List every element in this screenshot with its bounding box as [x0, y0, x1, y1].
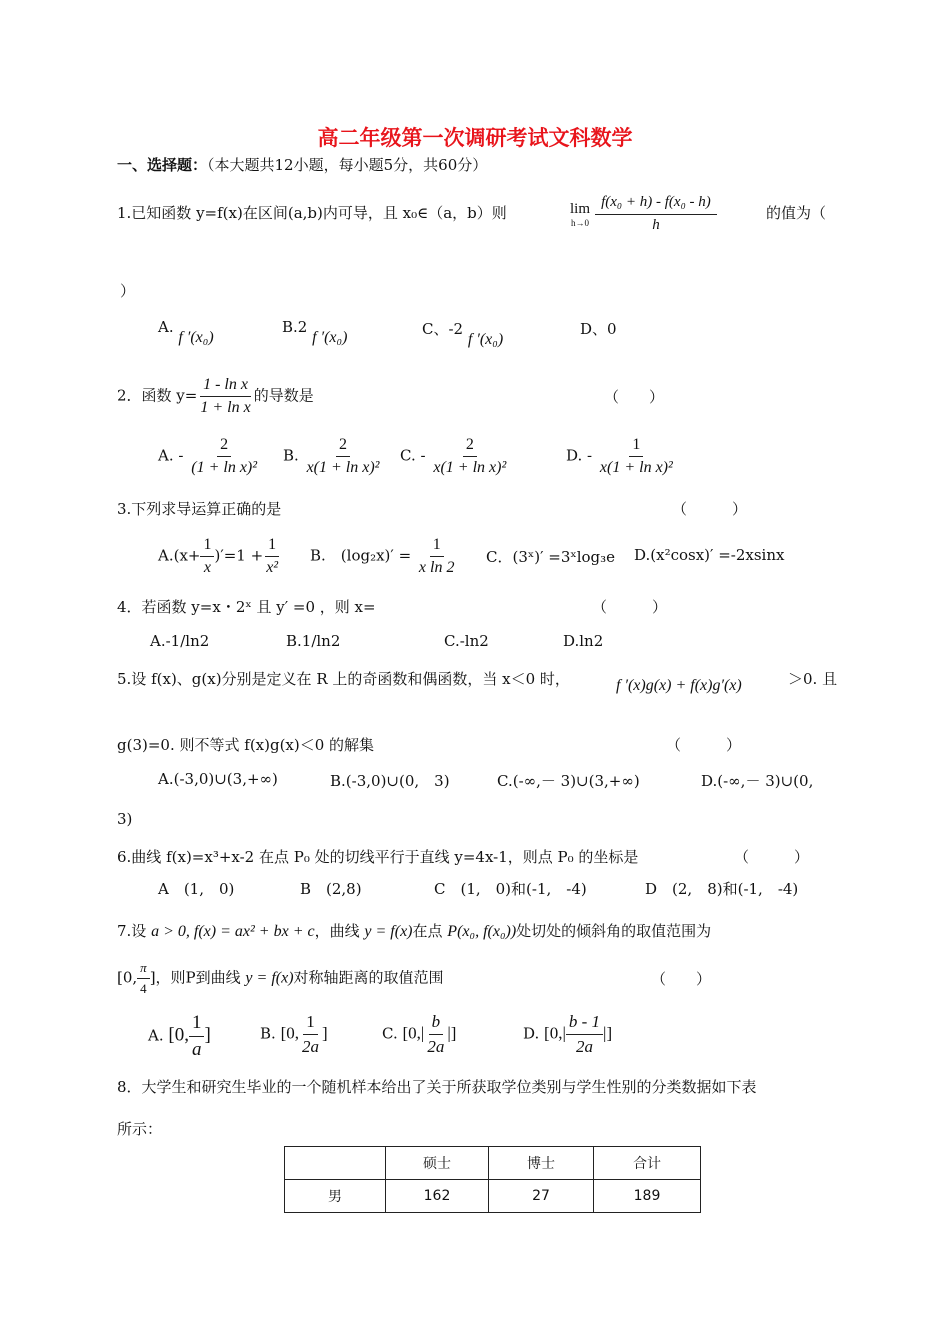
q5-paren: （ ） — [666, 736, 742, 754]
q2-fraction — [197, 376, 253, 417]
q1-close: ） — [120, 282, 136, 300]
q1-option-b — [282, 318, 348, 346]
q7-d-label: D. — [523, 1024, 540, 1043]
q5-tail: ＞0. 且 — [788, 670, 838, 688]
q7-curve: y = f(x) — [364, 923, 413, 940]
q3-option-c: C．(3ˣ)′ =3ˣlog₃e — [486, 548, 616, 566]
q4-paren: （ ） — [592, 598, 668, 616]
q5-option-d: D.(-∞,－ 3)∪(0, — [701, 772, 814, 790]
q7-c-den: 2a — [427, 1037, 445, 1056]
q2-num: 1 - ln x — [200, 376, 251, 397]
q2-d-den: x(1 + ln x)² — [599, 459, 673, 476]
q8-line2: 所示： — [117, 1120, 163, 1138]
q6-text: 6.曲线 f(x)=x³+x-2 在点 P₀ 处的切线平行于直线 y=4x-1，则点 P₀ 的坐标是 — [117, 848, 639, 866]
q4-option-a: A.-1/ln2 — [150, 632, 210, 650]
q1-b-label: B.2 — [282, 318, 308, 336]
q1-option-c — [422, 318, 504, 348]
q2-c-fraction — [430, 436, 509, 477]
q5-option-a: A.(-3,0)∪(3,+∞) — [158, 770, 278, 788]
q3-b-frac — [416, 536, 458, 577]
q1-a-math: f ′(x₀) — [178, 329, 214, 346]
page-title: 高二年级第一次调研考试文科数学 — [317, 126, 633, 150]
q1-numerator: f(x₀ + h) - f(x₀ - h) — [595, 194, 717, 215]
q2-d-fraction — [597, 436, 676, 477]
q3-a-num: 1 — [200, 536, 214, 557]
q7-range-frac — [137, 960, 150, 997]
q7-c-frac — [424, 1012, 447, 1057]
q7-range-den: 4 — [140, 981, 147, 996]
q7-pre: 7.设 — [117, 922, 147, 940]
q2-b-num: 2 — [336, 436, 350, 457]
q3-a-num2: 1 — [265, 536, 279, 557]
q5-line2: g(3)=0. 则不等式 f(x)g(x)＜0 的解集 — [117, 736, 375, 754]
q2-option-a — [158, 436, 260, 477]
q3-b-pre: B. (log₂x)′ = — [310, 546, 412, 565]
q1-denominator: h — [652, 217, 660, 233]
q2-a-num: 2 — [217, 436, 231, 457]
section-heading — [117, 154, 487, 175]
q6-paren: （ ） — [734, 848, 810, 866]
q6-option-a: A (1, 0) — [158, 880, 235, 898]
q7-a-den: a — [191, 1039, 202, 1060]
q2-a-sign: - — [178, 446, 184, 465]
q7-a-pre: [0, — [168, 1024, 189, 1046]
q2-c-den: x(1 + ln x)² — [433, 459, 507, 476]
q3-paren: （ ） — [672, 500, 748, 518]
q1-c-math: f ′(x₀) — [467, 331, 504, 348]
q1-option-d: D、0 — [580, 320, 617, 338]
q2-a-den: (1 + ln x)² — [191, 459, 258, 476]
q7-paren: （ ） — [651, 970, 712, 988]
q3-a-den: x — [203, 559, 212, 576]
q7-c-post: |] — [447, 1023, 457, 1043]
q3-a-frac1 — [200, 536, 214, 577]
q3-option-b — [310, 536, 457, 577]
table-header-cell: 博士 — [489, 1147, 594, 1180]
q1-fraction — [595, 194, 717, 234]
q6-option-d: D (2, 8)和(-1, -4) — [645, 880, 799, 898]
q3-b-den: x ln 2 — [418, 559, 455, 576]
q2-d-label: D. — [566, 446, 583, 465]
q7-range-pre: [0, — [117, 968, 138, 987]
q2-option-c — [400, 436, 509, 477]
q3-a-pre: A.(x+ — [158, 546, 201, 565]
q1-lim-sub: h→0 — [571, 217, 589, 228]
q2-c-num: 2 — [463, 436, 477, 457]
table-cell: 189 — [594, 1180, 701, 1213]
q2-b-den: x(1 + ln x)² — [306, 459, 380, 476]
table-cell: 男 — [285, 1180, 386, 1213]
q7-a-post: ] — [204, 1024, 211, 1046]
q2-d-num: 1 — [629, 436, 643, 457]
q7-d-post: |] — [603, 1023, 613, 1043]
q7-range-post: ]，则P到曲线 — [149, 968, 241, 987]
q5-option-d-cont: 3) — [117, 810, 133, 828]
q7-b-den: 2a — [302, 1037, 319, 1056]
q2-question — [117, 376, 314, 417]
table-header-cell: 合计 — [594, 1147, 701, 1180]
q1-c-label: C、-2 — [422, 320, 464, 338]
table-header-row — [285, 1147, 701, 1180]
q7-b-post: ] — [322, 1023, 328, 1043]
q4-option-b: B.1/ln2 — [286, 632, 341, 650]
q2-d-sign: - — [587, 446, 593, 465]
q2-tail: 的导数是 — [253, 386, 314, 405]
q3-text: 3.下列求导运算正确的是 — [117, 500, 282, 518]
q2-text: 2．函数 y= — [117, 386, 198, 405]
q7-option-d — [523, 1012, 612, 1057]
q2-option-d — [566, 436, 676, 477]
q2-option-b — [283, 436, 382, 477]
q7-c-label: C. — [382, 1024, 398, 1043]
q6-option-c: C (1, 0)和(-1, -4) — [434, 880, 587, 898]
q2-c-label: C. — [400, 446, 416, 465]
q2-paren: （ ） — [604, 388, 665, 406]
q4-option-d: D.ln2 — [563, 632, 604, 650]
q7-option-b — [260, 1012, 328, 1057]
q7-d-pre: [0,| — [544, 1023, 566, 1043]
q3-option-d: D.(x²cosx)′ =-2xsinx — [634, 546, 785, 564]
q1-a-label: A. — [158, 318, 174, 336]
q7-c-num: b — [429, 1012, 444, 1035]
q7-d-den: 2a — [575, 1037, 593, 1056]
q7-b-label: B. — [260, 1024, 276, 1043]
q7-d-frac — [566, 1012, 603, 1057]
table-header-cell: 硕士 — [386, 1147, 489, 1180]
q1-b-math: f ′(x₀) — [312, 329, 348, 346]
q2-b-label: B. — [283, 446, 299, 465]
q7-point: P(x₀, f(x₀)) — [447, 923, 517, 940]
q7-range-num: π — [137, 960, 150, 979]
q7-b-num: 1 — [303, 1012, 318, 1035]
q7-c-pre: [0,| — [402, 1023, 425, 1043]
q1-text: 1.已知函数 y=f(x)在区间(a,b)内可导，且 x₀∈（a，b）则 — [117, 204, 507, 222]
q7-mid: ，曲线 — [314, 922, 360, 940]
q7-a-label: A. — [148, 1026, 164, 1045]
table-cell: 162 — [386, 1180, 489, 1213]
q4-option-c: C.-ln2 — [444, 632, 489, 650]
degree-gender-table — [284, 1146, 701, 1213]
q3-a-den2: x² — [266, 559, 279, 576]
q7-condition: a > 0, f(x) = ax² + bx + c — [151, 923, 315, 940]
q7-option-c — [382, 1012, 456, 1057]
q7-tail2: 对称轴距离的取值范围 — [293, 968, 444, 987]
q5-text: 5.设 f(x)、g(x)分别是定义在 R 上的奇函数和偶函数，当 x＜0 时， — [117, 670, 570, 688]
q3-b-num: 1 — [430, 536, 444, 557]
section-note: （本大题共12小题，每小题5分，共60分） — [207, 156, 488, 174]
q7-at: 在点 — [412, 922, 443, 940]
q2-den: 1 + ln x — [200, 399, 251, 416]
q7-tail: 处切处的倾斜角的取值范围为 — [516, 922, 712, 940]
q7-line1 — [117, 920, 711, 941]
q7-curve2: y = f(x) — [245, 969, 294, 987]
table-row — [285, 1180, 701, 1213]
q2-b-fraction — [304, 436, 383, 477]
q1-lim-label: lim — [570, 200, 591, 217]
q3-option-a — [158, 536, 281, 577]
q7-option-a — [148, 1012, 211, 1061]
q3-a-frac2 — [263, 536, 281, 577]
q7-b-frac — [299, 1012, 322, 1057]
q7-line2 — [117, 960, 444, 997]
q2-c-sign: - — [420, 446, 426, 465]
q7-d-num: b - 1 — [566, 1012, 603, 1035]
table-header-cell — [285, 1147, 386, 1180]
q1-limit — [570, 194, 717, 234]
section-label: 一、选择题： — [117, 156, 208, 174]
q5-option-b: B.(-3,0)∪(0, 3) — [330, 772, 450, 790]
q7-b-pre: [0, — [280, 1023, 299, 1043]
table-cell: 27 — [489, 1180, 594, 1213]
q4-text: 4．若函数 y=x・2ˣ 且 y′ =0 ，则 x= — [117, 598, 376, 616]
q5-math: f ′(x)g(x) + f(x)g′(x) — [616, 677, 742, 694]
q6-option-b: B (2,8) — [300, 880, 362, 898]
q1-tail: 的值为（ — [766, 204, 827, 222]
q8-text: 8．大学生和研究生毕业的一个随机样本给出了关于所获取学位类别与学生性别的分类数据如下表 — [117, 1078, 757, 1096]
q2-a-label: A. — [158, 446, 174, 465]
q5-option-c: C.(-∞,－ 3)∪(3,+∞) — [497, 772, 640, 790]
q7-a-frac — [189, 1012, 205, 1061]
q2-a-fraction — [188, 436, 260, 477]
q1-option-a — [158, 318, 214, 346]
q7-a-num: 1 — [189, 1012, 205, 1037]
q3-a-mid: )′=1 + — [214, 546, 264, 565]
